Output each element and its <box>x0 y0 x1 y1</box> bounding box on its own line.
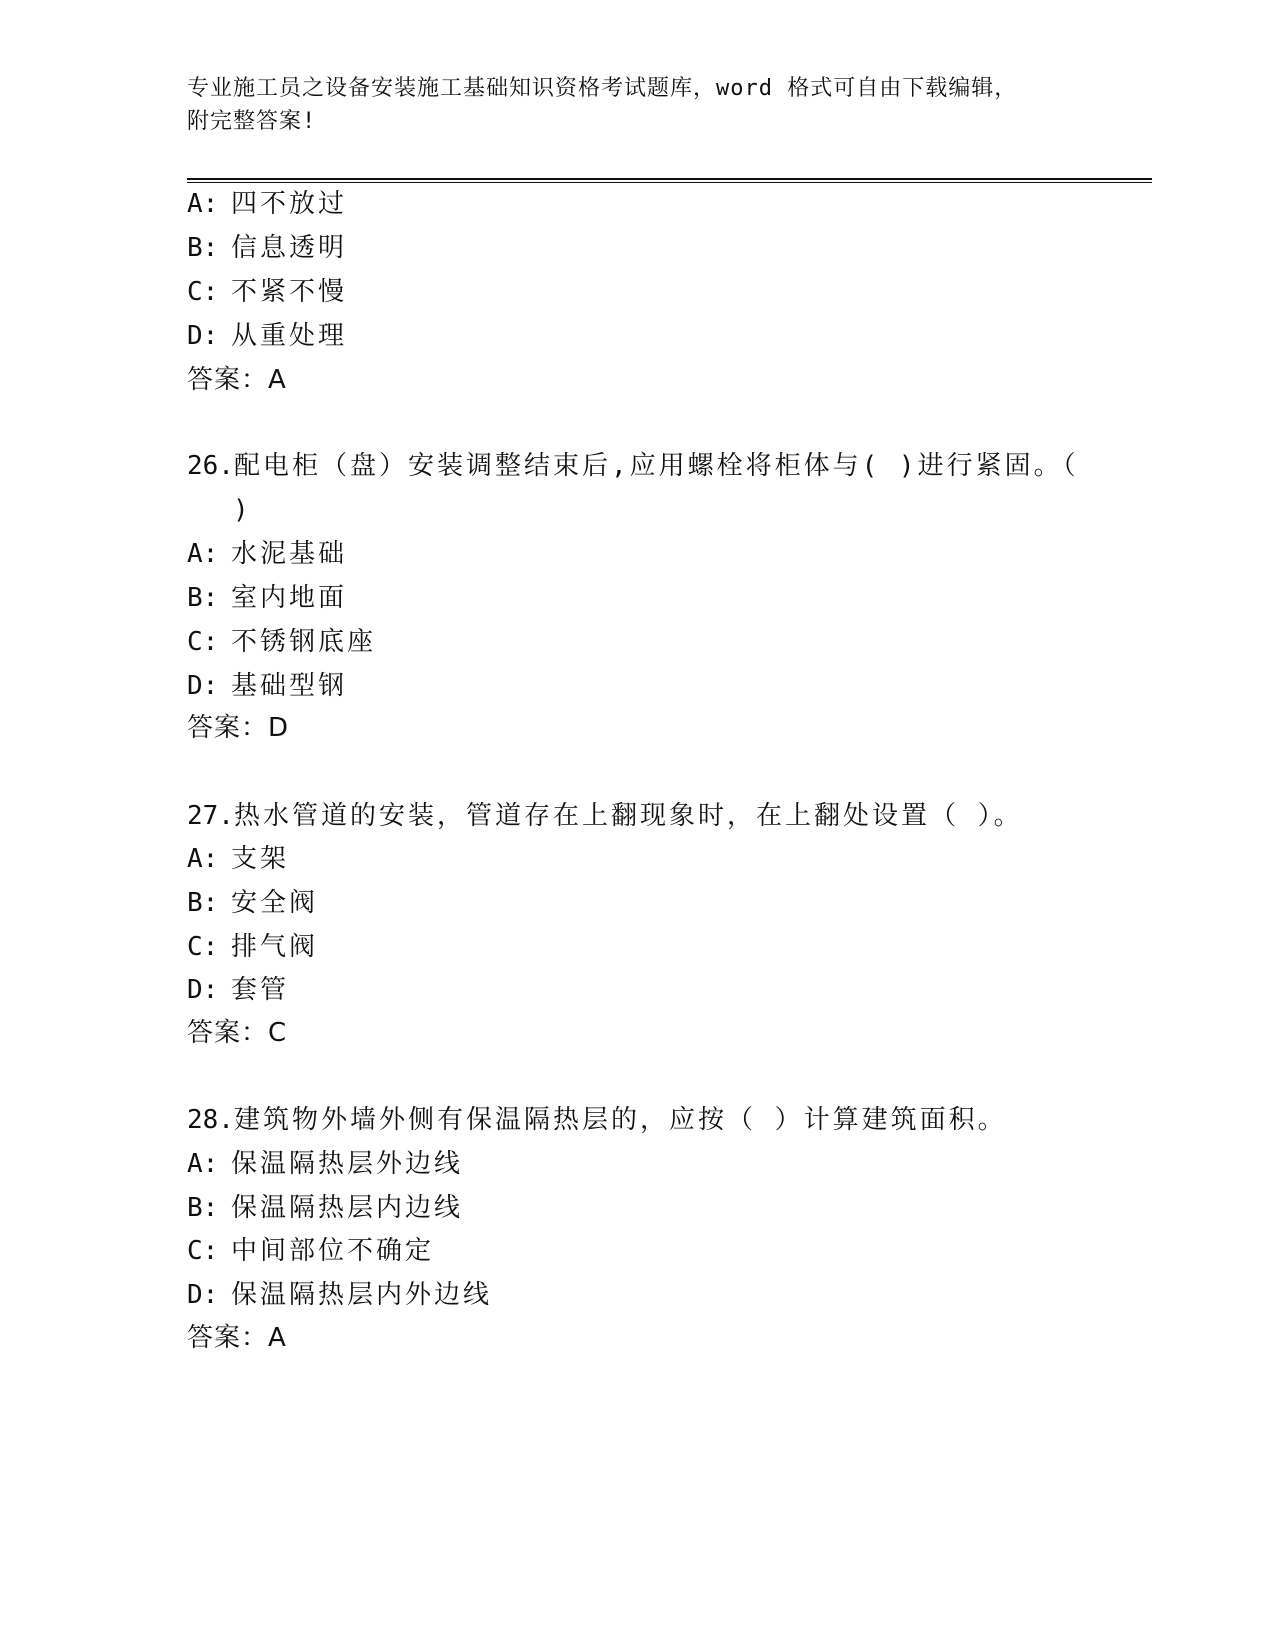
q27-option-c: C: 排气阀 <box>187 932 319 962</box>
q26-option-b: B: 室内地面 <box>187 583 348 613</box>
q27-question <box>187 800 1023 832</box>
q26-option-d: D: 基础型钢 <box>187 671 348 701</box>
q26-question <box>187 450 1079 482</box>
header-divider <box>187 178 1152 183</box>
q25-option-c: C: 不紧不慢 <box>187 277 348 307</box>
q25-option-d: D: 从重处理 <box>187 321 348 351</box>
q27-answer: 答案：C <box>187 1018 288 1048</box>
q28-number: 28. <box>187 1105 234 1135</box>
q27-text: 热水管道的安装，管道存在上翻现象时，在上翻处设置（ ）。 <box>233 801 1023 831</box>
q28-answer: 答案：A <box>187 1323 287 1353</box>
q25-option-a: A: 四不放过 <box>187 189 348 219</box>
q27-option-b: B: 安全阀 <box>187 888 319 918</box>
q28-option-b: B: 保温隔热层内边线 <box>187 1193 464 1223</box>
q26-option-c: C: 不锈钢底座 <box>187 627 377 657</box>
q26-question-cont: ) <box>233 495 252 525</box>
q28-question <box>187 1104 1007 1136</box>
document-header <box>187 72 1147 138</box>
q28-option-d: D: 保温隔热层内外边线 <box>187 1280 493 1310</box>
q26-option-a: A: 水泥基础 <box>187 539 348 569</box>
q28-option-a: A: 保温隔热层外边线 <box>187 1149 464 1179</box>
q26-number: 26. <box>187 451 234 481</box>
q26-answer: 答案：D <box>187 713 290 743</box>
header-line-1: 专业施工员之设备安装施工基础知识资格考试题库，word 格式可自由下载编辑， <box>187 76 1018 101</box>
q27-option-a: A: 支架 <box>187 844 290 874</box>
q28-option-c: C: 中间部位不确定 <box>187 1236 435 1266</box>
q25-option-b: B: 信息透明 <box>187 233 348 263</box>
q28-text: 建筑物外墙外侧有保温隔热层的，应按（ ）计算建筑面积。 <box>233 1105 1007 1135</box>
q27-number: 27. <box>187 801 234 831</box>
q27-option-d: D: 套管 <box>187 975 290 1005</box>
q25-answer: 答案：A <box>187 365 287 395</box>
q26-text: 配电柜（盘）安装调整结束后,应用螺栓将柜体与( )进行紧固。（ <box>233 451 1079 481</box>
header-line-2: 附完整答案! <box>187 109 317 134</box>
